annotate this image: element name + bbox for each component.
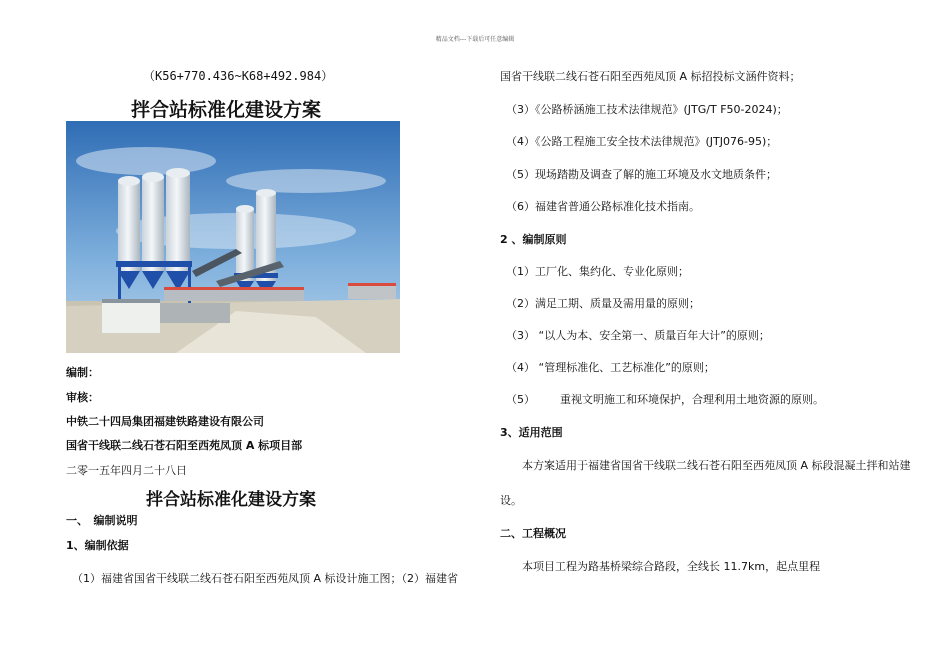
basis-item-5: （5）现场踏勘及调查了解的施工环境及水文地质条件；: [506, 168, 777, 181]
principle-3: （3） “以人为本、安全第一、质量百年大计”的原则；: [506, 329, 770, 342]
basis-item-4: （4）《公路工程施工安全技术法律规范》(JTJ076-95)；: [506, 135, 778, 148]
heading-scope: 3、适用范围: [500, 426, 563, 439]
company-name: 中铁二十四局集团福建铁路建设有限公司: [66, 415, 264, 428]
heading-project-overview: 二、工程概况: [500, 527, 566, 540]
principle-2: （2）满足工期、质量及需用量的原则；: [506, 297, 700, 310]
watermark: 精品文档---下载后可任意编辑: [435, 36, 515, 43]
principle-5-number: （5）: [506, 393, 535, 406]
reviewed-by-label: 审核：: [66, 391, 99, 404]
document-date: 二零一五年四月二十八日: [66, 464, 187, 477]
project-department: 国省干线联二线石苍石阳至西苑凤顶 A 标项目部: [66, 439, 303, 452]
scope-paragraph-line2: 设。: [500, 494, 522, 507]
heading-principles: 2 、编制原则: [500, 233, 567, 246]
basis-item-6: （6）福建省普通公路标准化技术指南。: [506, 200, 700, 213]
principle-5-text: 重视文明施工和环境保护，合理利用土地资源的原则。: [560, 393, 824, 406]
scope-paragraph-line1: 本方案适用于福建省国省干线联二线石苍石阳至西苑凤顶 A 标段混凝土拌和站建: [522, 459, 911, 472]
basis-item-2-cont: 国省干线联二线石苍石阳至西苑凤顶 A 标招投标文涵件资料；: [500, 70, 801, 83]
heading-compilation-basis: 1、编制依据: [66, 539, 129, 552]
mileage-range: （K56+770.436~K68+492.984）: [143, 69, 334, 83]
document-title: 拌合站标准化建设方案: [131, 99, 322, 121]
mixing-plant-photo: [66, 121, 400, 353]
section-title: 拌合站标准化建设方案: [146, 490, 316, 510]
basis-item-3: （3）《公路桥涵施工技术法律规范》(JTG/T F50-2024)；: [506, 103, 788, 116]
compiled-by-label: 编制：: [66, 366, 99, 379]
heading-compilation-notes: 一、 编制说明: [66, 514, 138, 527]
overview-paragraph: 本项目工程为路基桥梁综合路段，全线长 11.7km，起点里程: [522, 560, 821, 573]
principle-4: （4） “管理标准化、工艺标准化”的原则；: [506, 361, 715, 374]
basis-item-1: （1）福建省国省干线联二线石苍石阳至西苑凤顶 A 标设计施工图；（2）福建省: [72, 572, 459, 585]
principle-1: （1）工厂化、集约化、专业化原则；: [506, 265, 689, 278]
